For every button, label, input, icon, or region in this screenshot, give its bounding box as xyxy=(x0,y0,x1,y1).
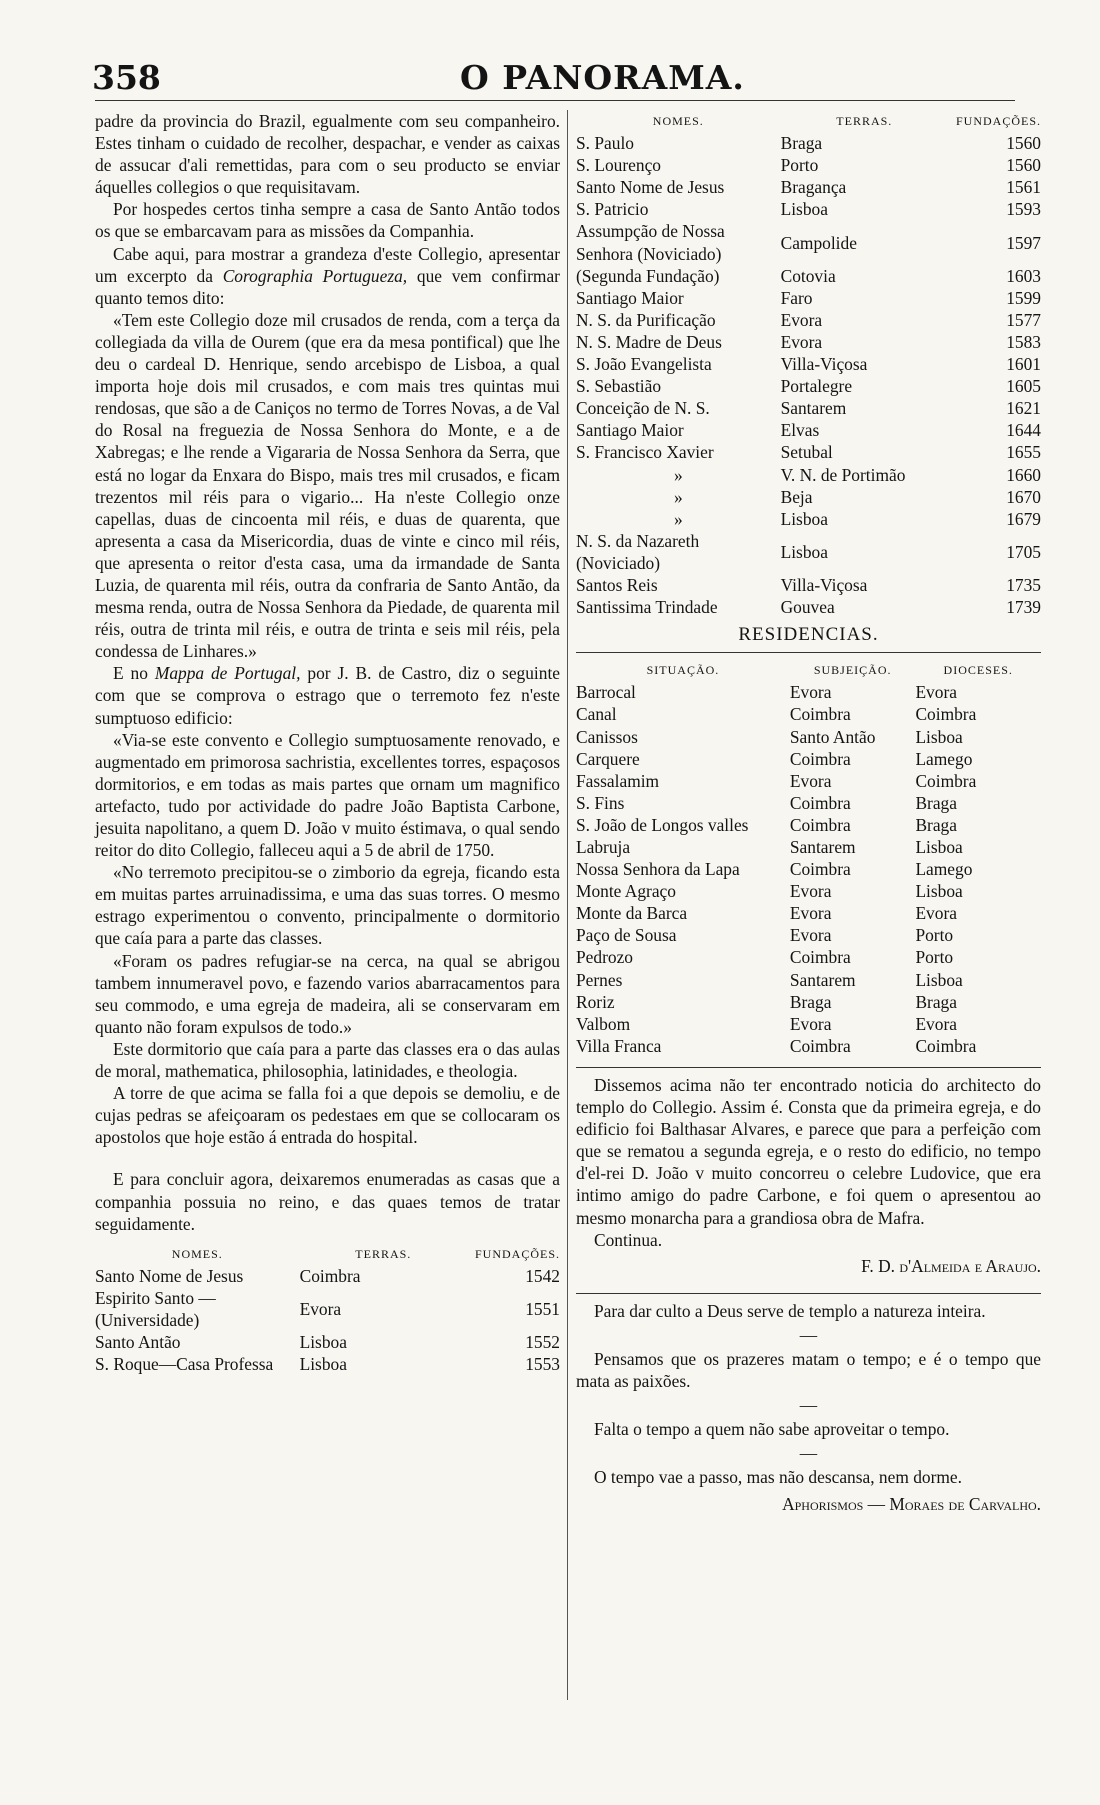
paragraph: E para concluir agora, deixaremos enumeradas as casas que a companhia possuia no reino, e das quaes temos de tratar seguidamente. xyxy=(95,1169,560,1234)
table-cell: Espirito Santo — (Universidade) xyxy=(95,1287,216,1330)
table-row xyxy=(576,703,1041,725)
table-cell: Evora xyxy=(780,309,823,330)
table-header: DIOCESES. xyxy=(943,663,1013,678)
table-row xyxy=(576,924,1041,946)
table-cell: Portalegre xyxy=(780,376,853,397)
table-cell: 1603 xyxy=(1006,265,1041,286)
table-row xyxy=(576,969,1041,991)
table-header: SITUAÇÃO. xyxy=(646,663,720,678)
table-row xyxy=(576,748,1041,770)
table-cell: Carquere xyxy=(576,748,640,769)
table-row xyxy=(576,1035,1041,1057)
right-column xyxy=(576,110,1041,1515)
paragraph xyxy=(95,662,560,728)
table-cell: Braga xyxy=(780,133,823,154)
table-cell: Evora xyxy=(789,881,832,902)
table-cell: 1561 xyxy=(1006,177,1041,198)
table-cell: 1655 xyxy=(1006,442,1041,463)
table-row xyxy=(576,880,1041,902)
table-header: NOMES. xyxy=(652,114,704,128)
table-row xyxy=(576,596,1041,618)
table-cell: Evora xyxy=(915,1013,957,1034)
page-header xyxy=(0,58,1100,98)
table-cell: Braga xyxy=(789,991,832,1012)
table-header: SUBJEIÇÃO. xyxy=(813,663,892,678)
table-cell: Villa-Viçosa xyxy=(780,574,868,595)
paragraph xyxy=(95,243,560,309)
table-row xyxy=(576,946,1041,968)
paragraph-text: E no xyxy=(113,663,148,684)
table-cell: (Segunda Fundação) xyxy=(576,265,720,286)
table-cell: Valbom xyxy=(576,1013,631,1034)
table-cell: 1599 xyxy=(1006,287,1041,308)
table-cell: 1542 xyxy=(525,1265,560,1286)
paragraph-text: diz o seguinte com que se comprova o estrago que o terremoto fez n'este sumptuoso edificio: xyxy=(95,663,560,728)
table-cell: Lisboa xyxy=(915,837,963,857)
aphorism: O tempo vae a passo, mas não descansa, nem dorme. xyxy=(594,1467,962,1488)
table-cell: 1601 xyxy=(1006,354,1041,375)
table-cell: Lisboa xyxy=(299,1332,347,1353)
paragraph: padre da provincia do Brazil, egualmente com seu companheiro. Estes tinham o cuidado de recolher, despachar, e vender as caixas de assucar d'ali remettidas, para com o seu producto se enviar áquelles collegios o que requisitavam. xyxy=(95,111,560,198)
table-row xyxy=(576,287,1041,309)
table-row xyxy=(576,464,1041,486)
quote-paragraph: «Via-se este convento e Collegio sumptuosamente renovado, e augmentado em primorosa sachristia, excellentes torres, espaçosos dormitorios, e em todas as mais partes que ornam um magnifico artefacto, tudo por actividade do padre João Baptista Carbone, jesuita napolitano, a quem D. João v muito éstimava, o qual sendo reitor do dito Collegio, falleceu aqui a 5 de abril de 1750. xyxy=(95,729,560,861)
residencias-heading: RESIDENCIAS. xyxy=(738,624,879,646)
table-cell: 1679 xyxy=(1006,508,1041,529)
table-cell: Coimbra xyxy=(789,1035,851,1056)
paragraph: Por hospedes certos tinha sempre a casa de Santo Antão todos os que se embarcavam para as missões da Companhia. xyxy=(95,199,560,242)
table-row xyxy=(576,353,1041,375)
table-cell: 1735 xyxy=(1006,574,1041,595)
table-cell: Evora xyxy=(789,903,832,924)
table-cell: Monte Agraço xyxy=(576,881,676,902)
table-cell: Santo Antão xyxy=(95,1332,181,1353)
table-row xyxy=(576,1013,1041,1035)
table-cell: 1644 xyxy=(1006,420,1041,441)
table-cell: Porto xyxy=(780,155,819,176)
left-column xyxy=(95,110,560,1375)
table-cell: Barrocal xyxy=(576,682,636,703)
table-cell: 1739 xyxy=(1006,597,1041,618)
spacer xyxy=(95,1148,560,1168)
table-cell: S. Sebastião xyxy=(576,376,662,397)
table-cell: V. N. de Portimão xyxy=(780,464,906,485)
table-cell: Santissima Trindade xyxy=(576,597,718,618)
table-cell: Lamego xyxy=(915,748,973,769)
table-cell: Lisboa xyxy=(780,199,828,220)
table-cell: Nossa Senhora da Lapa xyxy=(576,859,740,880)
table-cell: Beja xyxy=(780,486,813,507)
table-row xyxy=(576,814,1041,836)
table-cell: Bragança xyxy=(780,177,847,198)
table-row xyxy=(576,132,1041,154)
table-cell: 1597 xyxy=(1006,232,1041,253)
paragraph-text: que vem confirmar quanto temos dito: xyxy=(95,265,560,308)
table-cell: S. Paulo xyxy=(576,133,634,154)
table-cell: Lisboa xyxy=(780,508,828,529)
table-cell: Santo Nome de Jesus xyxy=(95,1265,244,1286)
table-cell: Coimbra xyxy=(299,1265,361,1286)
paragraph-text: Cabe aqui, para mostrar a grandeza d'este Collegio, apresentar um excerpto da xyxy=(95,243,560,286)
table-row xyxy=(95,1331,560,1353)
table-cell: 1605 xyxy=(1006,376,1041,397)
table-cell: Porto xyxy=(915,947,954,968)
table-row xyxy=(576,902,1041,924)
table-cell: Lisboa xyxy=(299,1354,347,1375)
table-row xyxy=(576,309,1041,331)
table-cell: 1551 xyxy=(525,1298,560,1319)
table-cell: Lisboa xyxy=(915,881,963,902)
table-cell: Canal xyxy=(576,704,617,725)
table-row xyxy=(576,530,1041,574)
table-cell: Canissos xyxy=(576,726,638,747)
table-cell: S. Lourenço xyxy=(576,155,662,176)
mappa-author: por J. B. de Castro, xyxy=(307,663,452,684)
table-cell: Braga xyxy=(915,814,957,835)
table-header: TERRAS. xyxy=(355,1246,412,1261)
table-cell: Evora xyxy=(789,770,832,791)
table-cell: » xyxy=(673,508,683,529)
table-cell: N. S. Madre de Deus xyxy=(576,331,722,352)
header-rule xyxy=(95,100,1015,101)
table-cell: Santarem xyxy=(780,398,847,419)
table-cell: Santiago Maior xyxy=(576,420,684,441)
table-cell: Pedrozo xyxy=(576,947,633,968)
table-cell: Campolide xyxy=(780,232,857,253)
table-cell: Braga xyxy=(915,991,957,1012)
residencias-table xyxy=(576,659,1041,1057)
table-cell: Cotovia xyxy=(780,265,836,286)
table-cell: Villa Franca xyxy=(576,1035,662,1056)
table-cell: 1621 xyxy=(1006,398,1041,419)
paragraph: Dissemos acima não ter encontrado noticia do architecto do templo do Collegio. Assim é. Consta que da primeira egreja, e do edificio foi Balthasar Alvares, e parece que para a perfeição com que se rematou a segunda egreja, e o resto do edificio, no tempo d'el-rei D. João v muito concorreu o celebre Ludovice, que era intimo amigo do padre Carbone, e foi quem o apresentou ao mesmo monarcha para a grandiosa obra de Mafra. xyxy=(576,1074,1041,1228)
table-cell: S. Roque—Casa Professa xyxy=(95,1354,274,1375)
table-cell: Paço de Sousa xyxy=(576,925,677,946)
table-cell: S. Fins xyxy=(576,792,625,813)
table-cell: Braga xyxy=(915,792,957,813)
table-cell: Monte da Barca xyxy=(576,903,688,924)
table-row xyxy=(576,198,1041,220)
table-row xyxy=(576,836,1041,858)
table-cell: Coimbra xyxy=(789,859,851,880)
table-cell: Conceição de N. S. xyxy=(576,398,710,419)
table-cell: Santiago Maior xyxy=(576,287,684,308)
paragraph: A torre de que acima se falla foi a que depois se demoliu, e de cujas pedras se afeiçoaram os pedestaes em que se collocaram os apostolos que hoje estão á entrada do hospital. xyxy=(95,1083,560,1148)
table-cell: Santarem xyxy=(789,837,856,857)
table-row xyxy=(95,1265,560,1287)
table-cell: Coimbra xyxy=(789,704,851,725)
table-cell: S. Francisco Xavier xyxy=(576,442,714,463)
column-divider xyxy=(567,110,568,1700)
table-cell: Evora xyxy=(789,1013,832,1034)
quote-paragraph: «Tem este Collegio doze mil crusados de renda, com a terça da collegiada da villa de Ourem (que era da mesa pontifical) que lhe deu o cardeal D. Henrique, sendo arcebispo de Lisboa, a qual importa hoje dois mil crusados, e com mais tres quintas mui rendosas, que são a de Caniços no termo de Torres Novas, a de Val do Rosal na freguezia de Nossa Senhora do Monte, e a de Xabregas; e lhe rende a Vigararia de Nossa Senhora da Serra, que está no logar da Enxara do Bispo, mais tres mil crusados, e ficam trezentos mil réis para o vigario... Ha n'este Collegio onze capellas, duas de cincoenta mil réis, e duas de quarenta, que apresenta a casa da Misericordia, duas de vinte e cinco mil réis, que apresenta o reitor d'esta casa, uma da irmandade de Santa Luzia, de quarenta mil réis, outra da confraria de Santo Antão, da mesma renda, outra de Nossa Senhora da Piedade, de quarenta mil réis, outra de trinta mil réis, e outra de trinta e seis mil réis, pela condessa de Linhares.» xyxy=(95,309,560,662)
table-cell: Coimbra xyxy=(789,814,851,835)
table-cell: S. João Evangelista xyxy=(576,354,712,375)
table-row xyxy=(576,154,1041,176)
table-cell: Lisboa xyxy=(780,541,828,562)
table-row xyxy=(576,220,1041,264)
table-cell: 1577 xyxy=(1006,309,1041,330)
table-cell: Coimbra xyxy=(789,748,851,769)
table-row xyxy=(576,176,1041,198)
table-cell: Coimbra xyxy=(789,947,851,968)
table-cell: Evora xyxy=(780,331,823,352)
mappa-title: Mappa de Portugal, xyxy=(154,663,301,684)
section-rule xyxy=(576,1067,1041,1068)
table-cell: Coimbra xyxy=(915,770,977,791)
table-cell: Villa-Viçosa xyxy=(780,354,868,375)
table-cell: Coimbra xyxy=(915,1035,977,1056)
table-row xyxy=(576,726,1041,748)
table-cell: 1670 xyxy=(1006,486,1041,507)
table-cell: 1553 xyxy=(525,1354,560,1375)
table-header: FUNDAÇÕES. xyxy=(955,114,1041,128)
table-header-row xyxy=(576,110,1041,132)
table-cell: Coimbra xyxy=(789,792,851,813)
table-cell: Roriz xyxy=(576,991,615,1012)
table-cell: Evora xyxy=(299,1298,342,1319)
table-cell: Elvas xyxy=(780,420,820,441)
table-cell: Labruja xyxy=(576,837,631,857)
table-cell: Evora xyxy=(789,925,832,946)
table-cell: 1705 xyxy=(1006,541,1041,562)
table-header: NOMES. xyxy=(171,1246,223,1261)
table-cell: Lamego xyxy=(915,859,973,880)
table-cell: 1560 xyxy=(1006,155,1041,176)
table-row xyxy=(576,574,1041,596)
table-row xyxy=(576,441,1041,463)
table-cell: Fassalamim xyxy=(576,770,660,791)
aphorisms-credit: Aphorismos — Moraes de Carvalho. xyxy=(782,1493,1041,1514)
quote-paragraph: «Foram os padres refugiar-se na cerca, na qual se abrigou tambem innumeravel povo, e fazendo varios abarracamentos para seu commodo, e uma egreja de madeira, ali se conservaram em quanto não foram expulsos de todo.» xyxy=(95,950,560,1037)
author-signature: F. D. d'Almeida e Araujo. xyxy=(861,1255,1041,1276)
continua-label: Continua. xyxy=(594,1229,663,1250)
table-row xyxy=(576,681,1041,703)
colleges-table-right xyxy=(576,110,1041,618)
table-row xyxy=(576,792,1041,814)
table-cell: Coimbra xyxy=(915,704,977,725)
table-row xyxy=(576,375,1041,397)
table-cell: Setubal xyxy=(780,442,833,463)
table-cell: » xyxy=(673,464,683,485)
section-rule xyxy=(576,1293,1041,1294)
page-number: 358 xyxy=(92,58,161,97)
table-cell: Evora xyxy=(915,903,957,924)
table-cell: 1552 xyxy=(525,1332,560,1353)
table-row xyxy=(95,1353,560,1375)
table-cell: 1560 xyxy=(1006,133,1041,154)
section-rule xyxy=(576,652,1041,653)
table-cell: Evora xyxy=(789,682,832,703)
table-cell: 1593 xyxy=(1006,199,1041,220)
table-row xyxy=(576,419,1041,441)
aphorism: Falta o tempo a quem não sabe aproveitar o tempo. xyxy=(594,1419,950,1440)
table-cell: Faro xyxy=(780,287,813,308)
aphorism: Para dar culto a Deus serve de templo a natureza inteira. xyxy=(594,1300,986,1321)
table-row xyxy=(576,486,1041,508)
dash-separator: — xyxy=(799,1395,818,1416)
dash-separator: — xyxy=(799,1443,818,1464)
table-row xyxy=(95,1287,560,1331)
table-cell: Santo Antão xyxy=(789,726,876,747)
table-cell: Porto xyxy=(915,925,954,946)
table-cell: Pernes xyxy=(576,969,623,990)
table-cell: S. João de Longos valles xyxy=(576,814,749,835)
table-row xyxy=(576,770,1041,792)
table-cell: N. S. da Nazareth (Noviciado) xyxy=(576,530,700,573)
table-row xyxy=(576,858,1041,880)
table-header: TERRAS. xyxy=(836,114,893,128)
table-row xyxy=(576,991,1041,1013)
dash-separator: — xyxy=(799,1324,818,1345)
table-cell: Gouvea xyxy=(780,597,835,618)
table-cell: 1583 xyxy=(1006,331,1041,352)
table-cell: Evora xyxy=(915,682,957,703)
table-cell: S. Patricio xyxy=(576,199,649,220)
quote-paragraph: «No terremoto precipitou-se o zimborio da egreja, ficando esta em muitas partes arruinadissima, e uma das suas torres. O mesmo estrago experimentou o convento, principalmente o dormitorio que caía para a parte das classes. xyxy=(95,862,560,949)
table-cell: N. S. da Purificação xyxy=(576,309,716,330)
table-cell: 1660 xyxy=(1006,464,1041,485)
colleges-table-left xyxy=(95,1243,560,1376)
table-row xyxy=(576,397,1041,419)
paragraph: Este dormitorio que caía para a parte das classes era o das aulas de moral, mathematica, philosophia, latinidades, e theologia. xyxy=(95,1038,560,1082)
table-row xyxy=(576,331,1041,353)
table-header-row xyxy=(95,1243,560,1265)
table-cell: Santo Nome de Jesus xyxy=(576,177,725,198)
table-cell: Lisboa xyxy=(915,726,963,747)
table-row xyxy=(576,265,1041,287)
page-title: O PANORAMA. xyxy=(460,58,745,97)
corographia-title: Corographia Portugueza, xyxy=(222,265,408,286)
table-cell: Assumpção de Nossa Senhora (Noviciado) xyxy=(576,221,725,264)
table-header-row xyxy=(576,659,1041,681)
table-cell: Lisboa xyxy=(915,969,963,990)
table-cell: Santos Reis xyxy=(576,574,658,595)
table-row xyxy=(576,508,1041,530)
aphorism: Pensamos que os prazeres matam o tempo; e é o tempo que mata as paixões. xyxy=(576,1348,1041,1392)
table-cell: » xyxy=(673,486,683,507)
table-cell: Santarem xyxy=(789,969,856,990)
table-header: FUNDAÇÕES. xyxy=(474,1246,560,1261)
